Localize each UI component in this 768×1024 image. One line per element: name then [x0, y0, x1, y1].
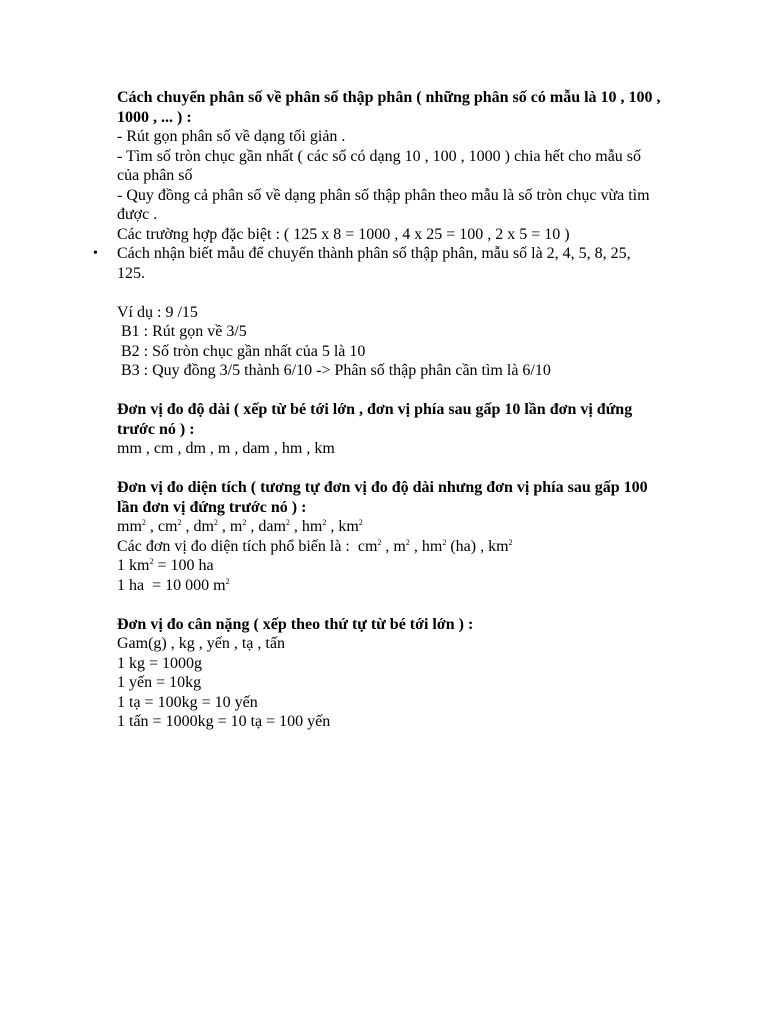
area-units-list: $mm^2$ , $cm^2$ , $dm^2$ , $m^2$ , dam$^2$ , $hm^2$ , $km^2$: [117, 518, 363, 535]
weight-units-list: Gam(g) , kg , yến , tạ , tấn: [117, 635, 285, 652]
section-title-length-units: Đơn vị đo độ dài ( xếp từ bé tới lớn , đơn vị phía sau gấp 10 lần đơn vị đứng trước nó ) :: [117, 401, 633, 438]
bullet-marker: •: [93, 246, 98, 261]
bullet-text: Cách nhận biết mẫu để chuyển thành phân số thập phân, mẫu số là 2, 4, 5, 8, 25, 125.: [117, 245, 631, 282]
example-step-2: B2 : Số tròn chục gần nhất của 5 là 10: [117, 342, 366, 360]
section-title-decimal-fractions: Cách chuyển phân số về phân số thập phân ( những phân số có mẫu là 10 , 100 , 1000 , ... ) :: [117, 89, 661, 126]
example-title: Ví dụ : 9 /15: [117, 303, 198, 321]
area-conversion-km-ha: 1 $km^2 = 100$ ha: [117, 557, 214, 574]
weight-conversion-kg: 1 kg = 1000g: [117, 654, 203, 672]
weight-conversion-ta: 1 tạ = 100kg = 10 yến: [117, 693, 258, 711]
area-common-units: Các đơn vị đo diện tích phổ biến là : $cm^2$ , $m^2$ , $hm^2$ (ha) , $km^2$: [117, 537, 513, 555]
step-find-round-number: - Tìm số tròn chục gần nhất ( các số có dạng 10 , 100 , 1000 ) chia hết cho mẫu số của phân số: [117, 147, 642, 184]
example-step-3: B3 : Quy đồng 3/5 thành 6/10 -> Phân số thập phân cần tìm là 6/10: [117, 362, 551, 379]
length-units-list: mm , cm , dm , m , dam , hm , km: [117, 440, 335, 457]
section-title-weight-units: Đơn vị đo cân nặng ( xếp theo thứ tự từ bé tới lớn ) :: [117, 615, 474, 633]
section-title-area-units: Đơn vị đo diện tích ( tương tự đơn vị đo độ dài nhưng đơn vị phía sau gấp 100 lần đơn vị đứng trước nó ) :: [117, 479, 648, 516]
step-convert: - Quy đồng cả phân số về dạng phân số thập phân theo mẫu là số tròn chục vừa tìm được .: [117, 186, 650, 223]
weight-conversion-tan: 1 tấn = 1000kg = 10 tạ = 100 yến: [117, 713, 331, 730]
special-cases: Các trường hợp đặc biệt : ( 125 x 8 = 1000 , 4 x 25 = 100 , 2 x 5 = 10 ): [117, 225, 570, 243]
area-conversion-ha-m: 1 ha = 10 000 $m^2$: [117, 576, 230, 594]
document-body: [93, 88, 662, 732]
bullet-item: [93, 244, 662, 283]
example-step-1: B1 : Rút gọn về 3/5: [117, 323, 247, 340]
weight-conversion-yen: 1 yến = 10kg: [117, 674, 202, 691]
step-simplify: - Rút gọn phân số về dạng tối giản .: [117, 128, 346, 145]
